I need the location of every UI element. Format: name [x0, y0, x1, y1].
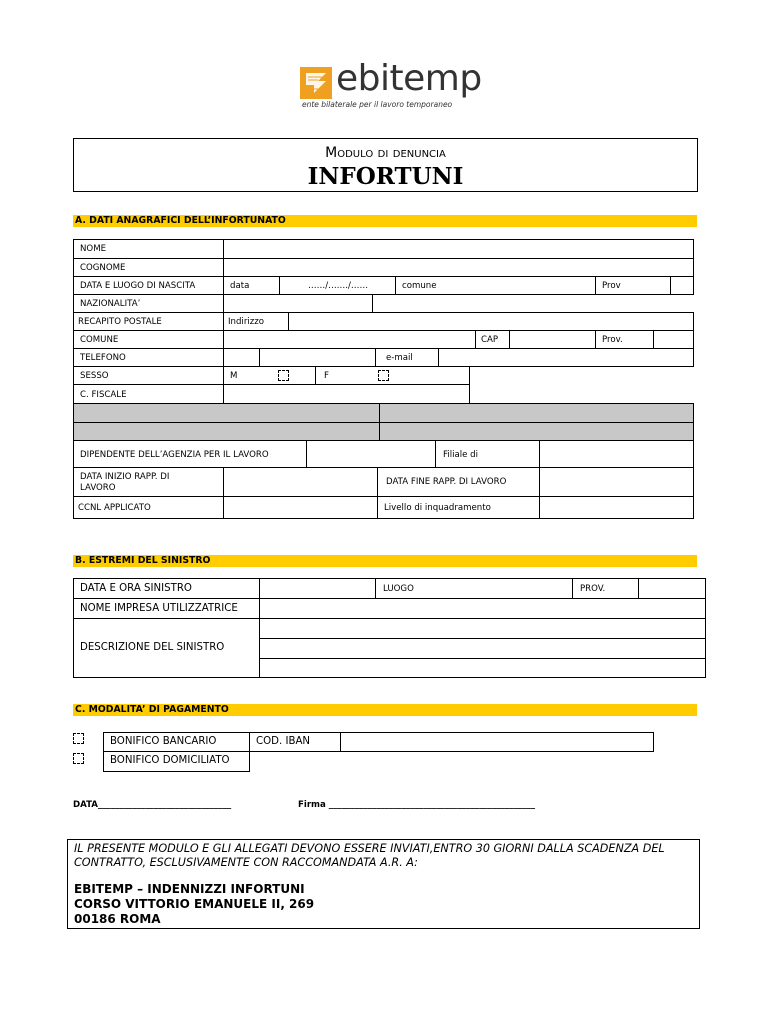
indirizzo-field[interactable] [288, 312, 694, 331]
date-mask: ……/……./…… [308, 281, 369, 291]
data-signature-field[interactable]: DATA_______________________________ [73, 800, 232, 810]
impresa-field[interactable] [259, 598, 706, 619]
cognome-label: COGNOME [80, 263, 126, 273]
section-a-header [73, 215, 697, 227]
sesso-label: SESSO [80, 371, 109, 381]
prov-sinistro-field[interactable] [638, 578, 706, 599]
data-ora-field[interactable] [259, 578, 376, 599]
nazionalita-label: NAZIONALITA’ [80, 299, 141, 309]
iban-label: COD. IBAN [256, 736, 311, 747]
section-b-header [73, 555, 697, 567]
sesso-f-checkbox[interactable] [378, 370, 389, 381]
ccnl-label: CCNL APPLICATO [78, 503, 151, 513]
prov-nascita-field[interactable] [670, 276, 694, 295]
data-luogo-label: DATA E LUOGO DI NASCITA [80, 281, 196, 291]
logo-mark-icon [300, 67, 332, 99]
firma-signature-field[interactable]: Firma ________________________________________________ [298, 800, 536, 810]
bonifico-domiciliato-checkbox[interactable] [73, 753, 84, 764]
sesso-f-label: F [324, 371, 329, 381]
domiciliato-label: BONIFICO DOMICILIATO [110, 755, 230, 766]
sesso-m-checkbox[interactable] [278, 370, 289, 381]
form-title: INFORTUNI [307, 163, 464, 190]
prov-sinistro-label: PROV. [580, 584, 606, 594]
form-subtitle: Modulo di denuncia [325, 145, 446, 161]
nazionalita-field[interactable] [223, 294, 373, 313]
section-b-title: B. ESTREMI DEL SINISTRO [75, 555, 211, 566]
comune2-label: COMUNE [80, 335, 119, 345]
prov-field[interactable] [653, 330, 694, 349]
ccnl-field[interactable] [223, 496, 378, 519]
agenzia-field[interactable] [306, 440, 436, 468]
descrizione-line-2[interactable] [259, 638, 706, 659]
cap-label: CAP [481, 335, 499, 345]
filiale-field[interactable] [539, 440, 694, 468]
descrizione-line-3[interactable] [259, 658, 706, 678]
data-inizio-field[interactable] [223, 467, 378, 497]
bancario-label: BONIFICO BANCARIO [110, 736, 217, 747]
fine-label: DATA FINE RAPP. DI LAVORO [386, 477, 507, 487]
descrizione-line-1[interactable] [259, 618, 706, 639]
gray-row-2-right [379, 422, 694, 441]
luogo-label: LUOGO [383, 584, 414, 594]
logo [300, 58, 482, 114]
prov-label: Prov [602, 281, 621, 291]
data-fine-field[interactable] [539, 467, 694, 497]
recapito-label: RECAPITO POSTALE [78, 317, 162, 327]
nome-field[interactable] [223, 239, 694, 259]
comune-label: comune [402, 281, 437, 291]
indirizzo-label: Indirizzo [228, 317, 265, 327]
section-a-title: A. DATI ANAGRAFICI DELL’INFORTUNATO [75, 215, 286, 226]
nome-label: NOME [80, 244, 107, 254]
gray-row-2-left [73, 422, 380, 441]
notice-address-line3: 00186 ROMA [74, 912, 161, 926]
iban-field[interactable] [340, 732, 654, 752]
cognome-field[interactable] [223, 258, 694, 277]
impresa-label: NOME IMPRESA UTILIZZATRICE [80, 603, 238, 614]
data-ora-label: DATA E ORA SINISTRO [80, 583, 192, 594]
cf-field[interactable] [223, 384, 470, 404]
cf-label: C. FISCALE [80, 390, 127, 400]
livello-label: Livello di inquadramento [384, 503, 491, 513]
section-c-header [73, 704, 697, 716]
telefono-label: TELEFONO [80, 353, 126, 363]
inizio-label-line1: DATA INIZIO RAPP. DI [80, 472, 170, 482]
gray-row-1-left [73, 403, 380, 423]
data-label: data [230, 281, 250, 291]
dipendente-label: DIPENDENTE DELL’AGENZIA PER IL LAVORO [80, 450, 269, 460]
telefono-field[interactable] [259, 348, 376, 367]
logo-brand: ebitemp [336, 58, 482, 99]
sesso-f-cell [315, 366, 470, 385]
gray-row-1-right [379, 403, 694, 423]
bonifico-bancario-checkbox[interactable] [73, 733, 84, 744]
livello-field[interactable] [539, 496, 694, 519]
filiale-label: Filiale di [443, 450, 478, 460]
section-c-title: C. MODALITA’ DI PAGAMENTO [75, 704, 229, 715]
notice-text: IL PRESENTE MODULO E GLI ALLEGATI DEVONO ESSERE INVIATI,ENTRO 30 GIORNI DALLA SCADENZA DEL CONTRATTO, ESCLUSIVAMENTE CON RACCOMANDATA A.R. A: [74, 842, 665, 869]
inizio-label-line2: LAVORO [80, 483, 116, 493]
descrizione-label: DESCRIZIONE DEL SINISTRO [80, 642, 225, 653]
prov2-label: Prov. [602, 335, 623, 345]
telefono-prefix-field[interactable] [223, 348, 260, 367]
email-field[interactable] [438, 348, 694, 367]
notice-address-line2: CORSO VITTORIO EMANUELE II, 269 [74, 897, 315, 911]
notice-address-line1: EBITEMP – INDENNIZZI INFORTUNI [74, 882, 305, 896]
logo-tagline: ente bilaterale per il lavoro temporaneo [302, 100, 453, 109]
comune-field[interactable] [223, 330, 476, 349]
sesso-m-label: M [230, 371, 238, 381]
email-label: e-mail [386, 353, 413, 363]
cap-field[interactable] [509, 330, 596, 349]
